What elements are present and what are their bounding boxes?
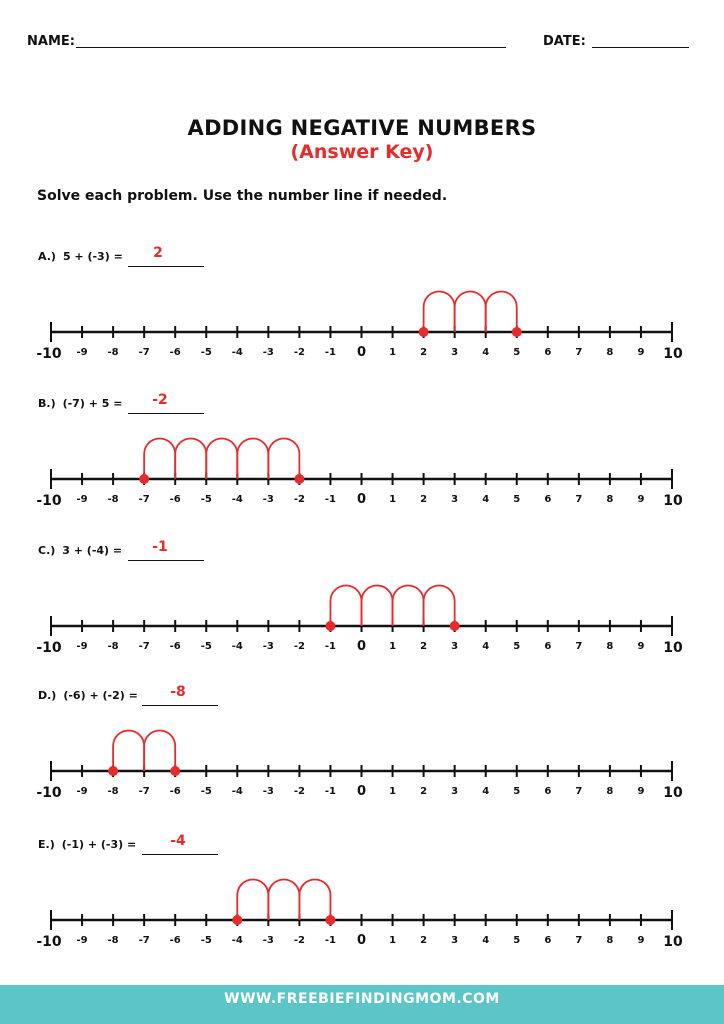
hop-arc: [206, 438, 237, 479]
endpoint-dot: [450, 621, 460, 631]
tick-label: 6: [544, 347, 552, 358]
tick-label: 8: [606, 641, 614, 652]
tick-label: 7: [575, 935, 583, 946]
tick-label: 0: [356, 345, 367, 360]
problem-a: [0, 245, 724, 362]
tick-label: 4: [482, 786, 490, 797]
tick-label: 3: [451, 347, 459, 358]
endpoint-dot: [139, 474, 149, 484]
date-line: [592, 47, 689, 48]
tick-label: -7: [138, 494, 150, 505]
endpoint-dot: [512, 327, 522, 337]
tick-label: -8: [107, 935, 119, 946]
hop-arc: [424, 585, 455, 626]
number-line: [0, 272, 724, 362]
endpoint-dot: [108, 766, 118, 776]
problem-label: [38, 544, 122, 557]
hop-arc: [113, 730, 144, 771]
tick-label: -2: [293, 935, 305, 946]
page-title: ADDING NEGATIVE NUMBERS: [187, 116, 537, 140]
tick-label: 7: [575, 786, 583, 797]
hop-arc: [268, 879, 299, 920]
tick-label: -1: [324, 347, 337, 358]
tick-label: -1: [324, 641, 337, 652]
problem-letter: E.): [38, 838, 55, 851]
answer-line: [142, 854, 218, 855]
tick-label: -5: [200, 494, 212, 505]
problem-letter: A.): [38, 250, 56, 263]
problem-d: [0, 684, 724, 801]
tick-label: -4: [231, 935, 243, 946]
tick-label: -10: [36, 346, 62, 362]
tick-label: -6: [169, 494, 181, 505]
tick-label: -2: [293, 786, 305, 797]
tick-label: 9: [637, 786, 645, 797]
tick-label: -3: [262, 494, 274, 505]
tick-label: -2: [293, 641, 305, 652]
answer-value: 2: [153, 245, 163, 261]
tick-label: 9: [637, 641, 645, 652]
tick-label: 4: [482, 641, 490, 652]
tick-label: 6: [544, 786, 552, 797]
problem-letter: B.): [38, 397, 56, 410]
tick-label: 3: [451, 786, 459, 797]
tick-label: 7: [575, 347, 583, 358]
problem-b: [0, 392, 724, 509]
tick-label: 0: [356, 933, 367, 948]
tick-label: 3: [451, 494, 459, 505]
tick-label: -3: [262, 347, 274, 358]
tick-label: 9: [637, 935, 645, 946]
number-line: [0, 566, 724, 656]
endpoint-dot: [419, 327, 429, 337]
tick-label: -6: [169, 641, 181, 652]
tick-label: 2: [420, 494, 428, 505]
tick-label: -7: [138, 786, 150, 797]
tick-label: 5: [513, 786, 521, 797]
tick-label: -9: [76, 935, 88, 946]
tick-label: -1: [324, 494, 337, 505]
problem-label: [38, 689, 138, 702]
problem-label: [38, 397, 122, 410]
tick-label: 7: [575, 494, 583, 505]
tick-label: 1: [389, 786, 397, 797]
problem-c: [0, 539, 724, 656]
tick-label: 5: [513, 347, 521, 358]
tick-label: -9: [76, 494, 88, 505]
tick-label: -7: [138, 347, 150, 358]
tick-label: -8: [107, 786, 119, 797]
tick-label: 9: [637, 347, 645, 358]
page-subtitle: (Answer Key): [290, 141, 434, 163]
answer-value: -8: [170, 684, 186, 700]
tick-label: 4: [482, 494, 490, 505]
tick-label: 10: [663, 640, 683, 656]
problem-e: [0, 833, 724, 950]
tick-label: -5: [200, 935, 212, 946]
tick-label: 0: [356, 784, 367, 799]
endpoint-dot: [170, 766, 180, 776]
problem-label: [38, 838, 136, 851]
tick-label: 8: [606, 347, 614, 358]
tick-label: -4: [231, 347, 243, 358]
tick-label: -6: [169, 347, 181, 358]
hop-arc: [393, 585, 424, 626]
tick-label: -2: [293, 347, 305, 358]
tick-label: 8: [606, 494, 614, 505]
problem-question: 5 + (-3) =: [62, 250, 123, 263]
endpoint-dot: [232, 915, 242, 925]
tick-label: 3: [451, 935, 459, 946]
problem-letter: C.): [38, 544, 56, 557]
answer-value: -2: [152, 392, 168, 408]
number-line: [0, 860, 724, 950]
name-line: [76, 47, 506, 48]
tick-label: 10: [663, 346, 683, 362]
tick-label: 6: [544, 641, 552, 652]
tick-label: 4: [482, 347, 490, 358]
hop-arc: [486, 291, 517, 332]
hop-arc: [330, 585, 361, 626]
answer-line: [128, 413, 204, 414]
hop-arc: [299, 879, 330, 920]
tick-label: 5: [513, 641, 521, 652]
number-line: [0, 419, 724, 509]
problem-label: [38, 250, 123, 263]
name-label: NAME:: [27, 34, 75, 49]
tick-label: -9: [76, 641, 88, 652]
tick-label: 7: [575, 641, 583, 652]
tick-label: 1: [389, 641, 397, 652]
tick-label: -9: [76, 786, 88, 797]
tick-label: 1: [389, 494, 397, 505]
tick-label: 0: [356, 492, 367, 507]
tick-label: -10: [36, 493, 62, 509]
tick-label: 1: [389, 935, 397, 946]
tick-label: 1: [389, 347, 397, 358]
tick-label: -5: [200, 347, 212, 358]
answer-value: -4: [170, 833, 186, 849]
tick-label: -7: [138, 935, 150, 946]
tick-label: 6: [544, 494, 552, 505]
instructions: Solve each problem. Use the number line if needed.: [37, 188, 448, 204]
tick-label: -10: [36, 640, 62, 656]
tick-label: 8: [606, 935, 614, 946]
date-label: DATE:: [543, 34, 586, 49]
tick-label: -3: [262, 786, 274, 797]
hop-arc: [424, 291, 455, 332]
tick-label: 10: [663, 934, 683, 950]
number-line: [0, 711, 724, 801]
tick-label: 8: [606, 786, 614, 797]
endpoint-dot: [294, 474, 304, 484]
footer-website: WWW.FREEBIEFINDINGMOM.COM: [0, 985, 724, 1024]
tick-label: 2: [420, 935, 428, 946]
tick-label: -2: [293, 494, 305, 505]
tick-label: 3: [451, 641, 459, 652]
hop-arc: [175, 438, 206, 479]
tick-label: -1: [324, 935, 337, 946]
hop-arc: [237, 879, 268, 920]
answer-line: [128, 266, 204, 267]
tick-label: -5: [200, 641, 212, 652]
tick-label: -8: [107, 641, 119, 652]
tick-label: -6: [169, 786, 181, 797]
tick-label: 10: [663, 493, 683, 509]
problem-letter: D.): [38, 689, 57, 702]
tick-label: 5: [513, 935, 521, 946]
tick-label: 2: [420, 786, 428, 797]
problem-question: (-6) + (-2) =: [63, 689, 138, 702]
hop-arc: [144, 438, 175, 479]
tick-label: 10: [663, 785, 683, 801]
tick-label: 5: [513, 494, 521, 505]
hop-arc: [144, 730, 175, 771]
answer-value: -1: [152, 539, 168, 555]
tick-label: -8: [107, 494, 119, 505]
tick-label: -4: [231, 786, 243, 797]
tick-label: -6: [169, 935, 181, 946]
tick-label: 2: [420, 347, 428, 358]
tick-label: -8: [107, 347, 119, 358]
tick-label: -1: [324, 786, 337, 797]
tick-label: 9: [637, 494, 645, 505]
problem-question: 3 + (-4) =: [62, 544, 123, 557]
tick-label: -3: [262, 641, 274, 652]
endpoint-dot: [325, 915, 335, 925]
tick-label: 4: [482, 935, 490, 946]
problem-question: (-1) + (-3) =: [61, 838, 137, 851]
tick-label: -7: [138, 641, 150, 652]
tick-label: -3: [262, 935, 274, 946]
tick-label: -4: [231, 494, 243, 505]
answer-line: [128, 560, 204, 561]
tick-label: -5: [200, 786, 212, 797]
endpoint-dot: [325, 621, 335, 631]
hop-arc: [455, 291, 486, 332]
tick-label: 6: [544, 935, 552, 946]
problem-question: (-7) + 5 =: [62, 397, 123, 410]
answer-line: [142, 705, 218, 706]
tick-label: -10: [36, 934, 62, 950]
tick-label: 0: [356, 639, 367, 654]
tick-label: 2: [420, 641, 428, 652]
hop-arc: [237, 438, 268, 479]
hop-arc: [268, 438, 299, 479]
tick-label: -10: [36, 785, 62, 801]
tick-label: -4: [231, 641, 243, 652]
hop-arc: [362, 585, 393, 626]
tick-label: -9: [76, 347, 88, 358]
